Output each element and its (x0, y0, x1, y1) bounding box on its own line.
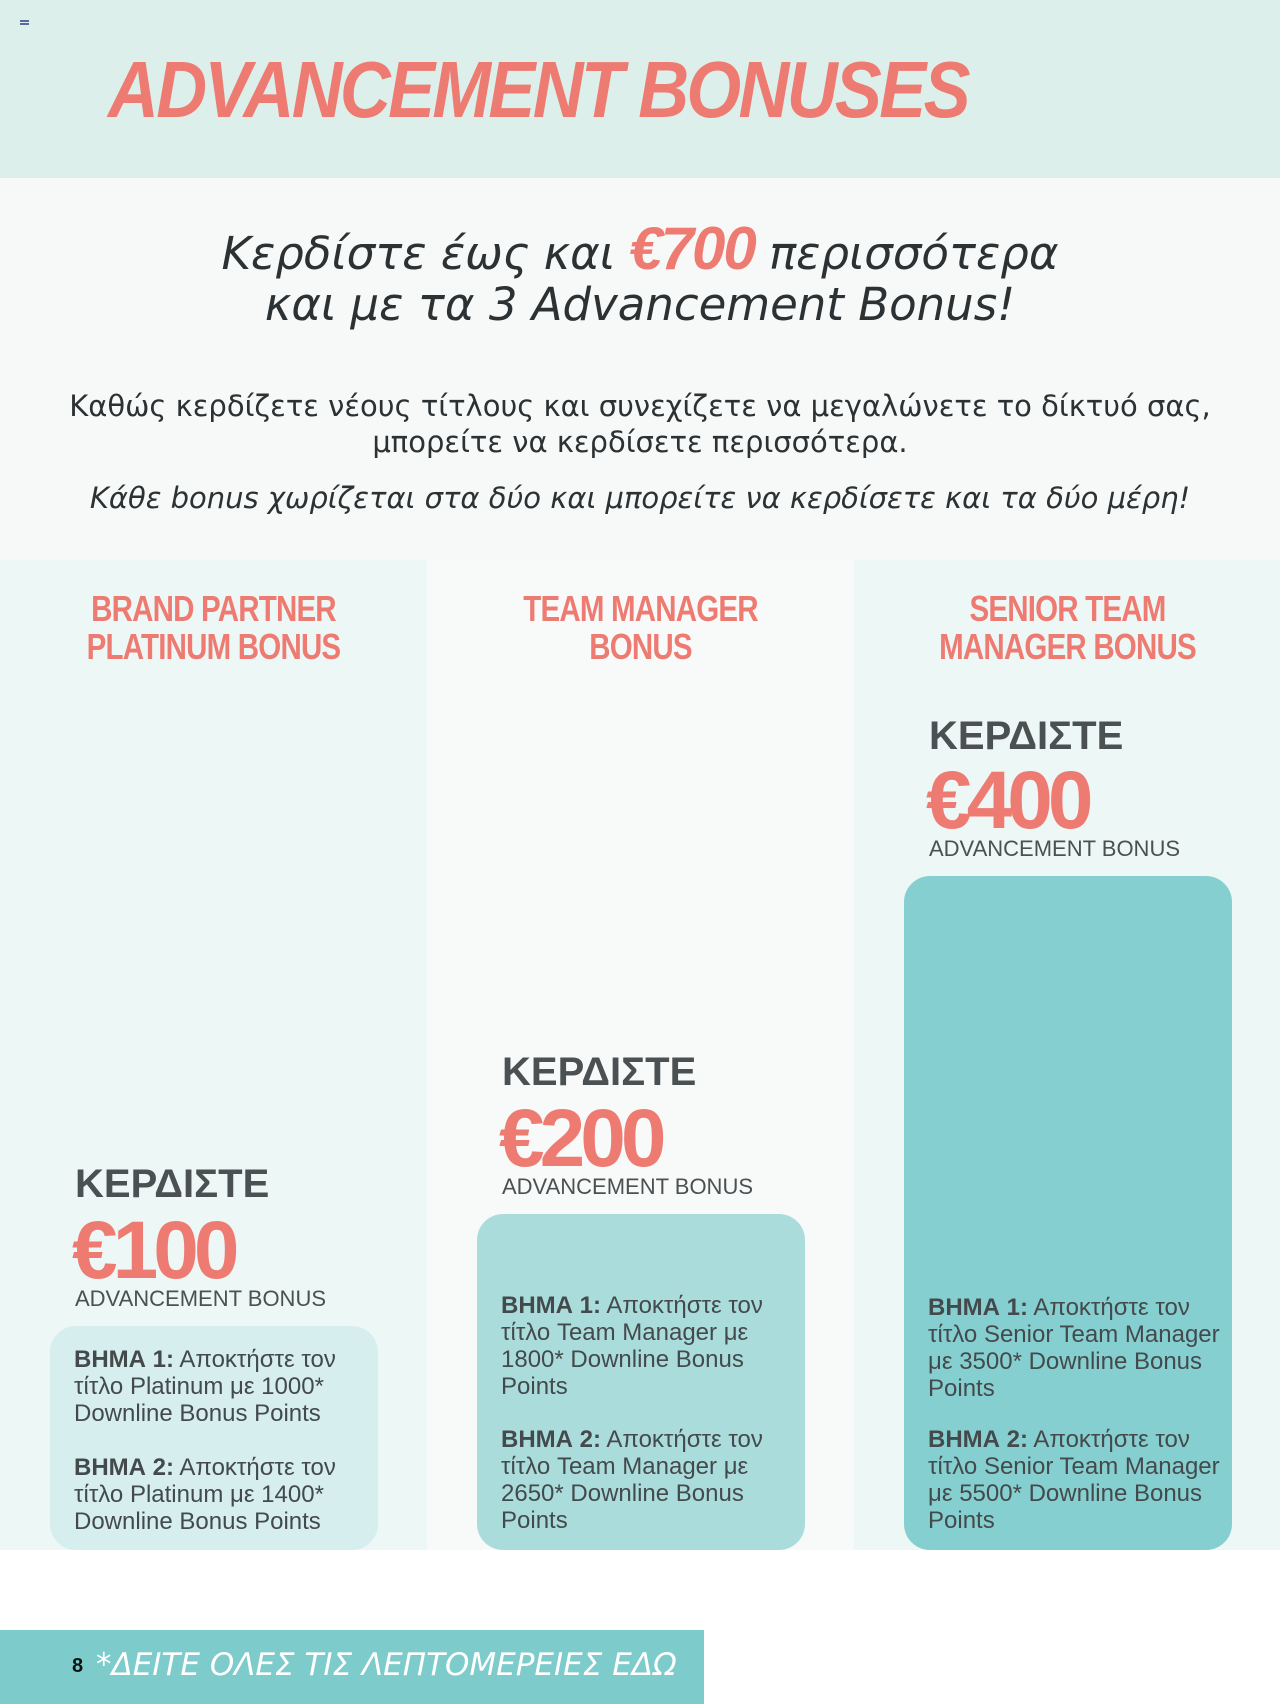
step-2-label: ΒΗΜΑ 2: (501, 1426, 601, 1453)
bonus-amount: €400 (926, 755, 1089, 846)
bonus-title-line-1: TEAM MANAGER (523, 588, 758, 629)
advancement-bonus-label: ADVANCEMENT BONUS (502, 1174, 754, 1199)
bonus-amount: €100 (72, 1205, 235, 1296)
step-1-label: ΒΗΜΑ 1: (501, 1292, 601, 1319)
step-1-text: Αποκτήστε τον τίτλο Platinum με 1000* Downline Bonus Points (74, 1346, 336, 1427)
intro-body-line-3: Κάθε bonus χωρίζεται στα δύο και μπορείτε να κερδίσετε και τα δύο μέρη! (89, 481, 1191, 515)
intro-body-line-1: Καθώς κερδίζετε νέους τίτλους και συνεχίζετε να μεγαλώνετε το δίκτυό σας, (69, 389, 1211, 423)
step-1-label: ΒΗΜΑ 1: (74, 1346, 174, 1373)
bonus-column-senior-team-manager (854, 560, 1280, 1550)
headline-highlight-amount: €700 (629, 215, 755, 282)
earn-label: ΚΕΡΔΙΣΤΕ (75, 1162, 270, 1206)
bonus-title-line-2: BONUS (589, 626, 692, 667)
intro-body-line-2: μπορείτε να κερδίσετε περισσότερα. (372, 425, 908, 459)
step-1-text: Αποκτήστε τον τίτλο Team Manager με 1800* Downline Bonus Points (501, 1292, 763, 1400)
menu-icon[interactable] (20, 20, 29, 27)
step-1-label: ΒΗΜΑ 1: (928, 1294, 1028, 1321)
details-link[interactable]: *ΔΕΙΤΕ ΟΛΕΣ ΤΙΣ ΛΕΠΤΟΜΕΡΕΙΕΣ ΕΔΩ (96, 1647, 677, 1683)
step-2-text: Αποκτήστε τον τίτλο Senior Team Manager με 5500* Downline Bonus Points (928, 1426, 1220, 1534)
bonus-title-line-1: SENIOR TEAM (969, 588, 1166, 629)
page-title: ADVANCEMENT BONUSES (108, 45, 968, 134)
bonus-column-platinum (0, 560, 427, 1550)
bonus-title (854, 590, 1280, 666)
headline-post: περισσότερα (769, 227, 1059, 280)
bonus-title-line-2: MANAGER BONUS (939, 626, 1196, 667)
step-2 (501, 1426, 801, 1534)
step-1-text: Αποκτήστε τον τίτλο Senior Team Manager με 3500* Downline Bonus Points (928, 1294, 1220, 1402)
bonus-title-line-1: BRAND PARTNER (91, 588, 336, 629)
bonus-title (427, 590, 854, 666)
bonus-title-line-2: PLATINUM BONUS (86, 626, 341, 667)
headline-line-1 (140, 215, 1140, 282)
headline-line-2: και με τα 3 Advancement Bonus! (264, 278, 1016, 331)
advancement-bonus-label: ADVANCEMENT BONUS (929, 836, 1181, 861)
earn-label: ΚΕΡΔΙΣΤΕ (929, 714, 1124, 758)
bonus-steps-card (477, 1214, 805, 1550)
step-1 (74, 1346, 374, 1427)
bonus-steps-card (50, 1326, 378, 1550)
step-1 (928, 1294, 1228, 1402)
step-2 (74, 1454, 374, 1535)
step-2-text: Αποκτήστε τον τίτλο Team Manager με 2650* Downline Bonus Points (501, 1426, 763, 1534)
step-2-label: ΒΗΜΑ 2: (74, 1454, 174, 1481)
step-2-text: Αποκτήστε τον τίτλο Platinum με 1400* Downline Bonus Points (74, 1454, 336, 1535)
step-2 (928, 1426, 1228, 1534)
bonus-title (0, 590, 427, 666)
bonus-steps-card (904, 876, 1232, 1550)
step-1 (501, 1292, 801, 1400)
earn-label: ΚΕΡΔΙΣΤΕ (502, 1050, 697, 1094)
page-number: 8 (72, 1655, 84, 1677)
bonus-amount: €200 (499, 1093, 662, 1184)
bonus-column-team-manager (427, 560, 854, 1550)
step-2-label: ΒΗΜΑ 2: (928, 1426, 1028, 1453)
header-band (0, 0, 1280, 178)
headline-pre: Κερδίστε έως και (221, 227, 615, 280)
advancement-bonus-label: ADVANCEMENT BONUS (75, 1286, 327, 1311)
